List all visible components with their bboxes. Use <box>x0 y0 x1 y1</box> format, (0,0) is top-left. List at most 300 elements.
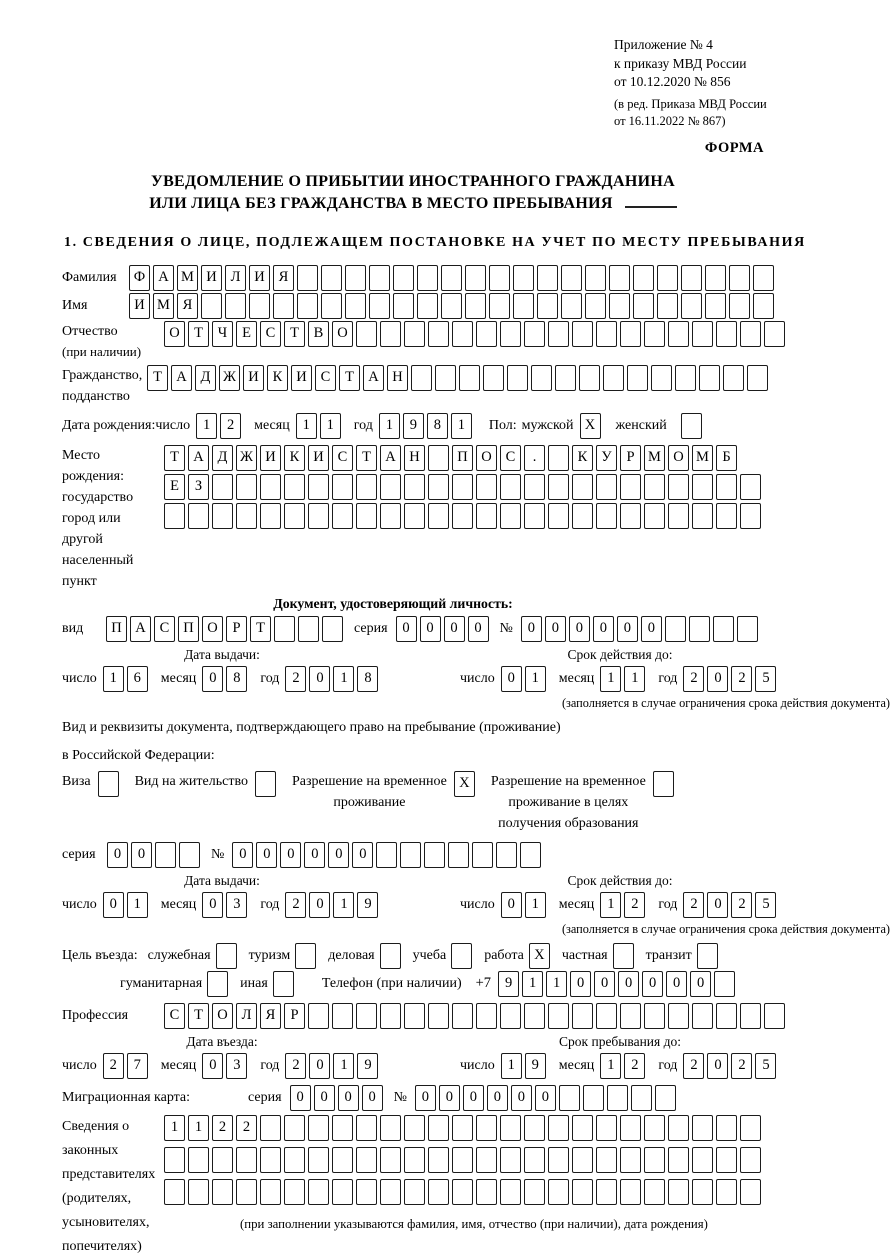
representative-cell[interactable] <box>548 1115 569 1141</box>
representative-cell[interactable] <box>572 1147 593 1173</box>
residence-number-cell[interactable]: 0 <box>232 842 253 868</box>
birthplace-cell[interactable] <box>428 503 449 529</box>
birthplace-cell[interactable]: С <box>332 445 353 471</box>
citizenship-cell[interactable]: Ж <box>219 365 240 391</box>
year-cell[interactable]: 5 <box>755 892 776 918</box>
name-cell[interactable] <box>417 293 438 319</box>
representative-cell[interactable] <box>308 1147 329 1173</box>
birthplace-cell[interactable]: Н <box>404 445 425 471</box>
birthplace-cell[interactable] <box>212 503 233 529</box>
representative-cell[interactable] <box>476 1115 497 1141</box>
birthplace-cell[interactable]: Т <box>164 445 185 471</box>
representative-cell[interactable] <box>428 1115 449 1141</box>
purpose-checkbox[interactable] <box>295 943 316 969</box>
representative-cell[interactable] <box>284 1115 305 1141</box>
representative-cell[interactable] <box>500 1115 521 1141</box>
birthplace-cell[interactable] <box>548 474 569 500</box>
birthplace-cell[interactable]: И <box>308 445 329 471</box>
birthplace-cell[interactable]: П <box>452 445 473 471</box>
residence-number-cell[interactable] <box>520 842 541 868</box>
patronymic-cell[interactable] <box>620 321 641 347</box>
citizenship-cell[interactable]: А <box>171 365 192 391</box>
name-cell[interactable] <box>561 293 582 319</box>
citizenship-cell[interactable] <box>579 365 600 391</box>
day-cell[interactable]: 1 <box>525 666 546 692</box>
purpose-checkbox[interactable] <box>207 971 228 997</box>
day-cell[interactable]: 7 <box>127 1053 148 1079</box>
citizenship-cell[interactable]: С <box>315 365 336 391</box>
surname-cell[interactable]: Л <box>225 265 246 291</box>
representative-cell[interactable] <box>356 1147 377 1173</box>
surname-cell[interactable]: И <box>249 265 270 291</box>
representative-cell[interactable] <box>404 1115 425 1141</box>
name-cell[interactable] <box>465 293 486 319</box>
surname-cell[interactable] <box>465 265 486 291</box>
birthplace-cell[interactable] <box>260 474 281 500</box>
citizenship-cell[interactable] <box>531 365 552 391</box>
doc-series-cell[interactable]: 0 <box>468 616 489 642</box>
migration-series-cell[interactable]: 0 <box>290 1085 311 1111</box>
citizenship-cell[interactable] <box>507 365 528 391</box>
representative-cell[interactable] <box>308 1179 329 1205</box>
representative-cell[interactable] <box>404 1179 425 1205</box>
representative-cell[interactable] <box>500 1147 521 1173</box>
profession-cell[interactable] <box>380 1003 401 1029</box>
birthplace-cell[interactable] <box>308 503 329 529</box>
representative-cell[interactable] <box>644 1147 665 1173</box>
birthplace-cell[interactable]: У <box>596 445 617 471</box>
day-cell[interactable]: 1 <box>525 892 546 918</box>
birthplace-cell[interactable]: М <box>644 445 665 471</box>
birthplace-cell[interactable] <box>188 503 209 529</box>
year-cell[interactable]: 2 <box>285 892 306 918</box>
residence-series-cell[interactable]: 0 <box>131 842 152 868</box>
representative-cell[interactable] <box>500 1179 521 1205</box>
year-cell[interactable]: 1 <box>333 892 354 918</box>
doc-series-cell[interactable]: 0 <box>444 616 465 642</box>
representative-cell[interactable] <box>620 1179 641 1205</box>
profession-cell[interactable]: Л <box>236 1003 257 1029</box>
day-cell[interactable]: 6 <box>127 666 148 692</box>
birthplace-cell[interactable] <box>524 503 545 529</box>
surname-cell[interactable] <box>369 265 390 291</box>
birthplace-cell[interactable]: М <box>692 445 713 471</box>
surname-cell[interactable] <box>441 265 462 291</box>
profession-cell[interactable] <box>596 1003 617 1029</box>
patronymic-cell[interactable] <box>596 321 617 347</box>
representative-cell[interactable] <box>164 1147 185 1173</box>
birthplace-cell[interactable] <box>548 503 569 529</box>
birthplace-cell[interactable]: К <box>572 445 593 471</box>
representative-cell[interactable] <box>548 1179 569 1205</box>
profession-cell[interactable] <box>524 1003 545 1029</box>
name-cell[interactable] <box>633 293 654 319</box>
birthplace-cell[interactable] <box>284 474 305 500</box>
name-cell[interactable] <box>321 293 342 319</box>
surname-cell[interactable] <box>345 265 366 291</box>
residence-number-cell[interactable] <box>496 842 517 868</box>
day-cell[interactable]: 1 <box>196 413 217 439</box>
migration-number-cell[interactable] <box>631 1085 652 1111</box>
doc-number-cell[interactable]: 0 <box>617 616 638 642</box>
name-cell[interactable] <box>225 293 246 319</box>
residence-checkbox[interactable] <box>255 771 276 797</box>
migration-series-cell[interactable]: 0 <box>314 1085 335 1111</box>
surname-cell[interactable] <box>657 265 678 291</box>
birthplace-cell[interactable]: Р <box>620 445 641 471</box>
birthplace-cell[interactable]: Д <box>212 445 233 471</box>
surname-cell[interactable] <box>513 265 534 291</box>
birthplace-cell[interactable] <box>620 503 641 529</box>
profession-cell[interactable] <box>716 1003 737 1029</box>
citizenship-cell[interactable] <box>627 365 648 391</box>
birthplace-cell[interactable] <box>620 474 641 500</box>
representative-cell[interactable] <box>548 1147 569 1173</box>
representative-cell[interactable] <box>260 1115 281 1141</box>
surname-cell[interactable] <box>489 265 510 291</box>
representative-cell[interactable] <box>284 1147 305 1173</box>
year-cell[interactable]: 0 <box>707 892 728 918</box>
representative-cell[interactable] <box>380 1179 401 1205</box>
birthplace-cell[interactable] <box>572 474 593 500</box>
surname-cell[interactable] <box>321 265 342 291</box>
residence-number-cell[interactable]: 0 <box>328 842 349 868</box>
day-cell[interactable]: 9 <box>525 1053 546 1079</box>
surname-cell[interactable] <box>561 265 582 291</box>
surname-cell[interactable] <box>681 265 702 291</box>
birthplace-cell[interactable] <box>596 474 617 500</box>
doc-number-cell[interactable]: 0 <box>593 616 614 642</box>
representative-cell[interactable] <box>716 1115 737 1141</box>
purpose-checkbox[interactable] <box>613 943 634 969</box>
representative-cell[interactable] <box>596 1179 617 1205</box>
month-cell[interactable]: 8 <box>226 666 247 692</box>
birthplace-cell[interactable] <box>164 503 185 529</box>
surname-cell[interactable] <box>585 265 606 291</box>
birthplace-cell[interactable]: И <box>260 445 281 471</box>
doc-type-cell[interactable]: П <box>106 616 127 642</box>
citizenship-cell[interactable] <box>411 365 432 391</box>
profession-cell[interactable]: Р <box>284 1003 305 1029</box>
citizenship-cell[interactable] <box>675 365 696 391</box>
representative-cell[interactable] <box>452 1115 473 1141</box>
year-cell[interactable]: 2 <box>683 1053 704 1079</box>
migration-number-cell[interactable]: 0 <box>535 1085 556 1111</box>
name-cell[interactable] <box>201 293 222 319</box>
birthplace-cell[interactable] <box>548 445 569 471</box>
purpose-checkbox[interactable] <box>273 971 294 997</box>
phone-cell[interactable]: 1 <box>522 971 543 997</box>
month-cell[interactable]: 1 <box>320 413 341 439</box>
representative-cell[interactable] <box>452 1179 473 1205</box>
birthplace-cell[interactable] <box>380 474 401 500</box>
citizenship-cell[interactable] <box>699 365 720 391</box>
doc-number-cell[interactable]: 0 <box>545 616 566 642</box>
birthplace-cell[interactable] <box>668 474 689 500</box>
profession-cell[interactable] <box>356 1003 377 1029</box>
month-cell[interactable]: 3 <box>226 892 247 918</box>
doc-number-cell[interactable] <box>737 616 758 642</box>
representative-cell[interactable]: 1 <box>164 1115 185 1141</box>
birthplace-cell[interactable]: З <box>188 474 209 500</box>
doc-series-cell[interactable]: 0 <box>396 616 417 642</box>
migration-number-cell[interactable]: 0 <box>511 1085 532 1111</box>
profession-cell[interactable]: О <box>212 1003 233 1029</box>
citizenship-cell[interactable] <box>483 365 504 391</box>
phone-cell[interactable]: 0 <box>642 971 663 997</box>
year-cell[interactable]: 5 <box>755 666 776 692</box>
residence-checkbox[interactable] <box>653 771 674 797</box>
migration-number-cell[interactable] <box>655 1085 676 1111</box>
day-cell[interactable]: 1 <box>103 666 124 692</box>
phone-cell[interactable]: 0 <box>618 971 639 997</box>
profession-cell[interactable] <box>668 1003 689 1029</box>
representative-cell[interactable] <box>524 1115 545 1141</box>
birthplace-cell[interactable]: А <box>380 445 401 471</box>
representative-cell[interactable] <box>332 1147 353 1173</box>
representative-cell[interactable] <box>524 1179 545 1205</box>
patronymic-cell[interactable] <box>644 321 665 347</box>
migration-number-cell[interactable] <box>559 1085 580 1111</box>
migration-number-cell[interactable]: 0 <box>439 1085 460 1111</box>
citizenship-cell[interactable] <box>747 365 768 391</box>
year-cell[interactable]: 2 <box>731 666 752 692</box>
migration-series-cell[interactable]: 0 <box>362 1085 383 1111</box>
year-cell[interactable]: 2 <box>683 666 704 692</box>
residence-number-cell[interactable] <box>400 842 421 868</box>
representative-cell[interactable] <box>524 1147 545 1173</box>
name-cell[interactable] <box>297 293 318 319</box>
patronymic-cell[interactable] <box>452 321 473 347</box>
migration-number-cell[interactable]: 0 <box>463 1085 484 1111</box>
migration-number-cell[interactable] <box>583 1085 604 1111</box>
year-cell[interactable]: 8 <box>357 666 378 692</box>
birthplace-cell[interactable] <box>308 474 329 500</box>
profession-cell[interactable] <box>404 1003 425 1029</box>
month-cell[interactable]: 2 <box>624 1053 645 1079</box>
name-cell[interactable] <box>729 293 750 319</box>
profession-cell[interactable] <box>740 1003 761 1029</box>
year-cell[interactable]: 0 <box>707 666 728 692</box>
year-cell[interactable]: 2 <box>285 1053 306 1079</box>
representative-cell[interactable] <box>236 1179 257 1205</box>
patronymic-cell[interactable] <box>428 321 449 347</box>
representative-cell[interactable] <box>188 1179 209 1205</box>
birthplace-cell[interactable] <box>404 503 425 529</box>
month-cell[interactable]: 1 <box>600 666 621 692</box>
representative-cell[interactable] <box>428 1179 449 1205</box>
birthplace-cell[interactable] <box>644 474 665 500</box>
profession-cell[interactable] <box>452 1003 473 1029</box>
profession-cell[interactable] <box>476 1003 497 1029</box>
name-cell[interactable]: Я <box>177 293 198 319</box>
representative-cell[interactable] <box>644 1179 665 1205</box>
representative-cell[interactable]: 2 <box>236 1115 257 1141</box>
residence-series-cell[interactable] <box>155 842 176 868</box>
birthplace-cell[interactable]: Б <box>716 445 737 471</box>
surname-cell[interactable]: М <box>177 265 198 291</box>
name-cell[interactable] <box>489 293 510 319</box>
patronymic-cell[interactable] <box>524 321 545 347</box>
doc-number-cell[interactable]: 0 <box>521 616 542 642</box>
representative-cell[interactable]: 1 <box>188 1115 209 1141</box>
patronymic-cell[interactable] <box>380 321 401 347</box>
surname-cell[interactable] <box>609 265 630 291</box>
profession-cell[interactable] <box>692 1003 713 1029</box>
residence-checkbox[interactable]: X <box>454 771 475 797</box>
residence-number-cell[interactable] <box>472 842 493 868</box>
migration-number-cell[interactable]: 0 <box>487 1085 508 1111</box>
representative-cell[interactable] <box>620 1147 641 1173</box>
patronymic-cell[interactable] <box>692 321 713 347</box>
profession-cell[interactable] <box>620 1003 641 1029</box>
representative-cell[interactable] <box>716 1179 737 1205</box>
surname-cell[interactable] <box>297 265 318 291</box>
profession-cell[interactable] <box>332 1003 353 1029</box>
birthplace-cell[interactable] <box>260 503 281 529</box>
representative-cell[interactable] <box>260 1147 281 1173</box>
representative-cell[interactable] <box>668 1147 689 1173</box>
year-cell[interactable]: 5 <box>755 1053 776 1079</box>
name-cell[interactable] <box>609 293 630 319</box>
year-cell[interactable]: 0 <box>309 892 330 918</box>
representative-cell[interactable] <box>452 1147 473 1173</box>
birthplace-cell[interactable] <box>428 445 449 471</box>
birthplace-cell[interactable]: А <box>188 445 209 471</box>
profession-cell[interactable] <box>548 1003 569 1029</box>
migration-number-cell[interactable] <box>607 1085 628 1111</box>
surname-cell[interactable] <box>537 265 558 291</box>
residence-series-cell[interactable]: 0 <box>107 842 128 868</box>
birthplace-cell[interactable] <box>500 503 521 529</box>
representative-cell[interactable] <box>740 1179 761 1205</box>
surname-cell[interactable] <box>417 265 438 291</box>
residence-number-cell[interactable] <box>376 842 397 868</box>
patronymic-cell[interactable] <box>476 321 497 347</box>
birthplace-cell[interactable] <box>428 474 449 500</box>
year-cell[interactable]: 1 <box>333 666 354 692</box>
profession-cell[interactable] <box>308 1003 329 1029</box>
patronymic-cell[interactable] <box>548 321 569 347</box>
name-cell[interactable] <box>681 293 702 319</box>
month-cell[interactable]: 1 <box>624 666 645 692</box>
surname-cell[interactable] <box>705 265 726 291</box>
citizenship-cell[interactable]: Н <box>387 365 408 391</box>
representative-cell[interactable] <box>476 1179 497 1205</box>
surname-cell[interactable]: А <box>153 265 174 291</box>
citizenship-cell[interactable] <box>555 365 576 391</box>
birthplace-cell[interactable] <box>692 474 713 500</box>
profession-cell[interactable]: Я <box>260 1003 281 1029</box>
month-cell[interactable]: 2 <box>624 892 645 918</box>
patronymic-cell[interactable] <box>356 321 377 347</box>
representative-cell[interactable] <box>740 1147 761 1173</box>
name-cell[interactable] <box>657 293 678 319</box>
sex-female-checkbox[interactable] <box>681 413 702 439</box>
citizenship-cell[interactable]: И <box>291 365 312 391</box>
birthplace-cell[interactable] <box>332 503 353 529</box>
purpose-checkbox[interactable] <box>451 943 472 969</box>
doc-type-cell[interactable] <box>274 616 295 642</box>
birthplace-cell[interactable] <box>524 474 545 500</box>
year-cell[interactable]: 1 <box>451 413 472 439</box>
doc-type-cell[interactable]: П <box>178 616 199 642</box>
surname-cell[interactable] <box>633 265 654 291</box>
doc-type-cell[interactable]: С <box>154 616 175 642</box>
representative-cell[interactable] <box>380 1147 401 1173</box>
representative-cell[interactable] <box>188 1147 209 1173</box>
migration-series-cell[interactable]: 0 <box>338 1085 359 1111</box>
representative-cell[interactable] <box>668 1115 689 1141</box>
surname-cell[interactable]: И <box>201 265 222 291</box>
year-cell[interactable]: 1 <box>379 413 400 439</box>
representative-cell[interactable] <box>596 1115 617 1141</box>
patronymic-cell[interactable] <box>572 321 593 347</box>
birthplace-cell[interactable] <box>284 503 305 529</box>
representative-cell[interactable] <box>236 1147 257 1173</box>
year-cell[interactable]: 0 <box>309 1053 330 1079</box>
profession-cell[interactable] <box>764 1003 785 1029</box>
citizenship-cell[interactable]: Т <box>147 365 168 391</box>
citizenship-cell[interactable] <box>723 365 744 391</box>
doc-number-cell[interactable] <box>689 616 710 642</box>
surname-cell[interactable]: Я <box>273 265 294 291</box>
citizenship-cell[interactable] <box>651 365 672 391</box>
month-cell[interactable]: 1 <box>600 1053 621 1079</box>
profession-cell[interactable] <box>428 1003 449 1029</box>
representative-cell[interactable] <box>380 1115 401 1141</box>
representative-cell[interactable] <box>284 1179 305 1205</box>
representative-cell[interactable] <box>404 1147 425 1173</box>
birthplace-cell[interactable] <box>596 503 617 529</box>
doc-type-cell[interactable] <box>322 616 343 642</box>
day-cell[interactable]: 2 <box>103 1053 124 1079</box>
name-cell[interactable] <box>273 293 294 319</box>
year-cell[interactable]: 0 <box>309 666 330 692</box>
residence-series-cell[interactable] <box>179 842 200 868</box>
phone-cell[interactable]: 0 <box>666 971 687 997</box>
representative-cell[interactable] <box>572 1179 593 1205</box>
year-cell[interactable]: 0 <box>707 1053 728 1079</box>
birthplace-cell[interactable] <box>356 474 377 500</box>
representative-cell[interactable] <box>332 1115 353 1141</box>
representative-cell[interactable] <box>428 1147 449 1173</box>
representative-cell[interactable] <box>716 1147 737 1173</box>
year-cell[interactable]: 8 <box>427 413 448 439</box>
year-cell[interactable]: 9 <box>357 892 378 918</box>
year-cell[interactable]: 2 <box>731 1053 752 1079</box>
birthplace-cell[interactable] <box>476 474 497 500</box>
birthplace-cell[interactable] <box>452 474 473 500</box>
purpose-checkbox[interactable] <box>380 943 401 969</box>
patronymic-cell[interactable] <box>740 321 761 347</box>
surname-cell[interactable] <box>753 265 774 291</box>
sex-male-checkbox[interactable]: X <box>580 413 601 439</box>
citizenship-cell[interactable]: Д <box>195 365 216 391</box>
doc-number-cell[interactable]: 0 <box>641 616 662 642</box>
day-cell[interactable]: 1 <box>127 892 148 918</box>
phone-cell[interactable] <box>714 971 735 997</box>
doc-type-cell[interactable]: Т <box>250 616 271 642</box>
day-cell[interactable]: 0 <box>501 892 522 918</box>
profession-cell[interactable]: С <box>164 1003 185 1029</box>
representative-cell[interactable] <box>668 1179 689 1205</box>
name-cell[interactable] <box>513 293 534 319</box>
purpose-checkbox[interactable] <box>697 943 718 969</box>
year-cell[interactable]: 1 <box>333 1053 354 1079</box>
phone-cell[interactable]: 0 <box>570 971 591 997</box>
profession-cell[interactable]: Т <box>188 1003 209 1029</box>
